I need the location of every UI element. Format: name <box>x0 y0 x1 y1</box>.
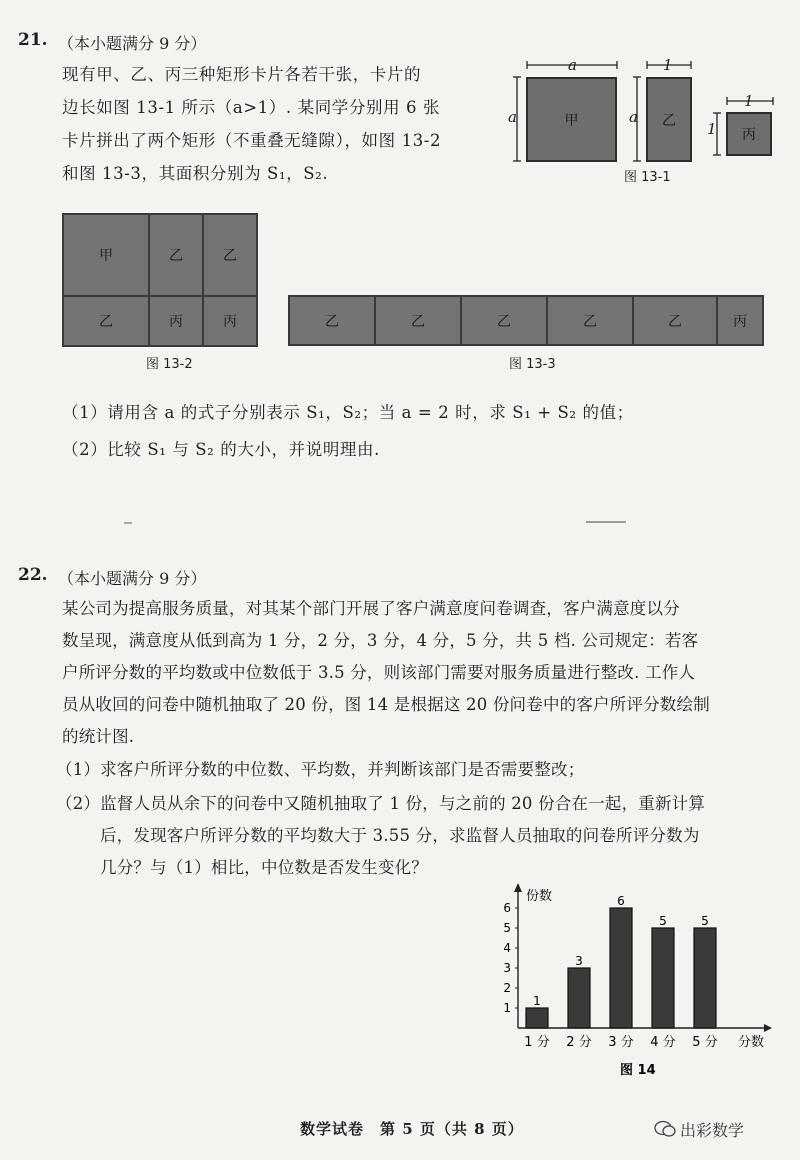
x-ticks <box>524 1035 717 1050</box>
fig13-2-label: 乙 <box>99 314 113 330</box>
figure-13-3-caption: 图 13-3 <box>509 357 556 372</box>
y-tick-label: 2 <box>503 981 511 995</box>
fig13-3-card-yi <box>546 295 634 346</box>
q21-line-4: 和图 13-3，其面积分别为 S₁，S₂. <box>62 164 329 183</box>
q21-subquestion-2: （2）比较 S₁ 与 S₂ 的大小，并说明理由. <box>62 440 380 459</box>
card-yi-label: 乙 <box>662 112 676 129</box>
card-yi <box>646 77 692 162</box>
y-axis-arrow <box>514 883 522 892</box>
fig13-2-card-jia <box>62 213 150 297</box>
bar-value-label: 6 <box>617 894 625 908</box>
x-axis-label: 分数 <box>738 1035 765 1050</box>
q22-sub2-line-3: 几分？与（1）相比，中位数是否发生变化？ <box>100 858 428 877</box>
fig13-3-label: 丙 <box>733 313 747 330</box>
fig13-3-card-yi <box>632 295 718 346</box>
dim-a-side: a <box>508 108 517 126</box>
fig13-3-label: 乙 <box>583 313 597 330</box>
dim-a-side-yi: a <box>629 108 638 126</box>
scan-mark <box>124 522 132 524</box>
fig13-2-label: 乙 <box>169 248 183 264</box>
bar <box>526 1008 548 1028</box>
fig13-3-card-yi <box>288 295 376 346</box>
figure-13-2-caption: 图 13-2 <box>146 357 193 372</box>
fig13-2-card-bing <box>148 295 204 347</box>
q21-paragraph <box>62 58 512 190</box>
fig13-3-label: 乙 <box>668 313 682 330</box>
q22-sub2-line-2: 后，发现客户所评分数的平均数大于 3.55 分，求监督人员抽取的问卷所评分数为 <box>100 826 700 845</box>
y-axis-label: 份数 <box>526 889 553 904</box>
q21-line-2: 边长如图 13-1 所示（a>1）. 某同学分别用 6 张 <box>62 98 441 117</box>
scan-mark <box>586 521 626 523</box>
q22-points: （本小题满分 9 分） <box>58 569 207 588</box>
fig13-3-card-yi <box>374 295 462 346</box>
q22-sub2-line-1: （2）监督人员从余下的问卷中又随机抽取了 1 份，与之前的 20 份合在一起，重新计算 <box>56 794 706 813</box>
q22-line-2: 数呈现，满意度从低到高为 1 分，2 分，3 分，4 分，5 分，共 5 档. 公司规定：若客 <box>62 631 699 650</box>
fig13-2-card-yi <box>202 213 258 297</box>
q22-line-4: 员从收回的问卷中随机抽取了 20 份，图 14 是根据这 20 份问卷中的客户所评分数绘制 <box>62 695 710 714</box>
dim-1-top-yi: 1 <box>663 56 673 74</box>
q22-paragraph <box>62 593 782 753</box>
bar-value-label: 3 <box>575 954 583 968</box>
y-tick-label: 5 <box>503 921 511 935</box>
fig13-2-card-bing <box>202 295 258 347</box>
q21-line-1: 现有甲、乙、丙三种矩形卡片各若干张，卡片的 <box>62 65 422 84</box>
bar-value-label: 1 <box>533 994 541 1008</box>
page-footer: 数学试卷 第 5 页（共 8 页） <box>300 1120 524 1138</box>
watermark: 出彩数学 <box>680 1121 745 1140</box>
fig13-2-label: 丙 <box>169 314 183 330</box>
bar-value-label: 5 <box>659 914 667 928</box>
x-tick-label: 4 分 <box>650 1035 676 1050</box>
fig13-2-card-yi <box>62 295 150 347</box>
card-jia <box>526 77 617 162</box>
dim-1-top-bing: 1 <box>744 92 754 110</box>
fig13-3-label: 乙 <box>497 313 511 330</box>
q21-number: 21. <box>18 30 48 50</box>
q21-subquestion-1: （1）请用含 a 的式子分别表示 S₁，S₂；当 a = 2 时，求 S₁ + S₂ 的值； <box>62 403 634 422</box>
card-bing-label: 丙 <box>742 127 756 143</box>
x-tick-label: 3 分 <box>608 1035 634 1050</box>
figure-13-1-caption: 图 13-1 <box>624 170 671 185</box>
bar <box>568 968 590 1028</box>
q21-points: （本小题满分 9 分） <box>58 34 207 53</box>
x-tick-label: 5 分 <box>692 1035 718 1050</box>
y-tick-label: 3 <box>503 961 511 975</box>
figure-14-chart <box>480 878 780 1078</box>
y-tick-label: 1 <box>503 1001 511 1015</box>
bar <box>652 928 674 1028</box>
bar-value-label: 5 <box>701 914 709 928</box>
q21-line-3: 卡片拼出了两个矩形（不重叠无缝隙），如图 13-2 <box>62 131 442 150</box>
y-ticks <box>503 901 518 1015</box>
q22-line-3: 户所评分数的平均数或中位数低于 3.5 分，则该部门需要对服务质量进行整改. 工作人 <box>62 663 696 682</box>
fig13-2-label: 甲 <box>99 248 113 264</box>
y-tick-label: 4 <box>503 941 511 955</box>
chart-axes <box>514 883 772 1032</box>
x-tick-label: 2 分 <box>566 1035 592 1050</box>
q22-line-1: 某公司为提高服务质量，对其某个部门开展了客户满意度问卷调查，客户满意度以分 <box>62 599 680 618</box>
x-axis-arrow <box>764 1024 772 1032</box>
fig13-3-card-yi <box>460 295 548 346</box>
q22-number: 22. <box>18 565 48 585</box>
bar <box>694 928 716 1028</box>
y-tick-label: 6 <box>503 901 511 915</box>
fig13-2-label: 丙 <box>223 314 237 330</box>
card-jia-label: 甲 <box>564 112 579 129</box>
dim-a-top: a <box>568 56 577 74</box>
fig13-2-card-yi <box>148 213 204 297</box>
q22-subquestion-2 <box>56 788 705 884</box>
bar <box>610 908 632 1028</box>
q22-line-5: 的统计图. <box>62 727 135 746</box>
fig13-3-card-bing <box>716 295 764 346</box>
fig13-2-label: 乙 <box>223 248 237 264</box>
card-bing <box>726 112 772 156</box>
fig13-3-label: 乙 <box>325 313 339 330</box>
dim-1-side-bing: 1 <box>707 120 717 138</box>
bars <box>526 894 716 1028</box>
x-tick-label: 1 分 <box>524 1035 550 1050</box>
q22-subquestion-1: （1）求客户所评分数的中位数、平均数，并判断该部门是否需要整改； <box>56 760 585 779</box>
chart-title: 图 14 <box>620 1063 656 1078</box>
wechat-icon <box>654 1120 676 1138</box>
fig13-3-label: 乙 <box>411 313 425 330</box>
